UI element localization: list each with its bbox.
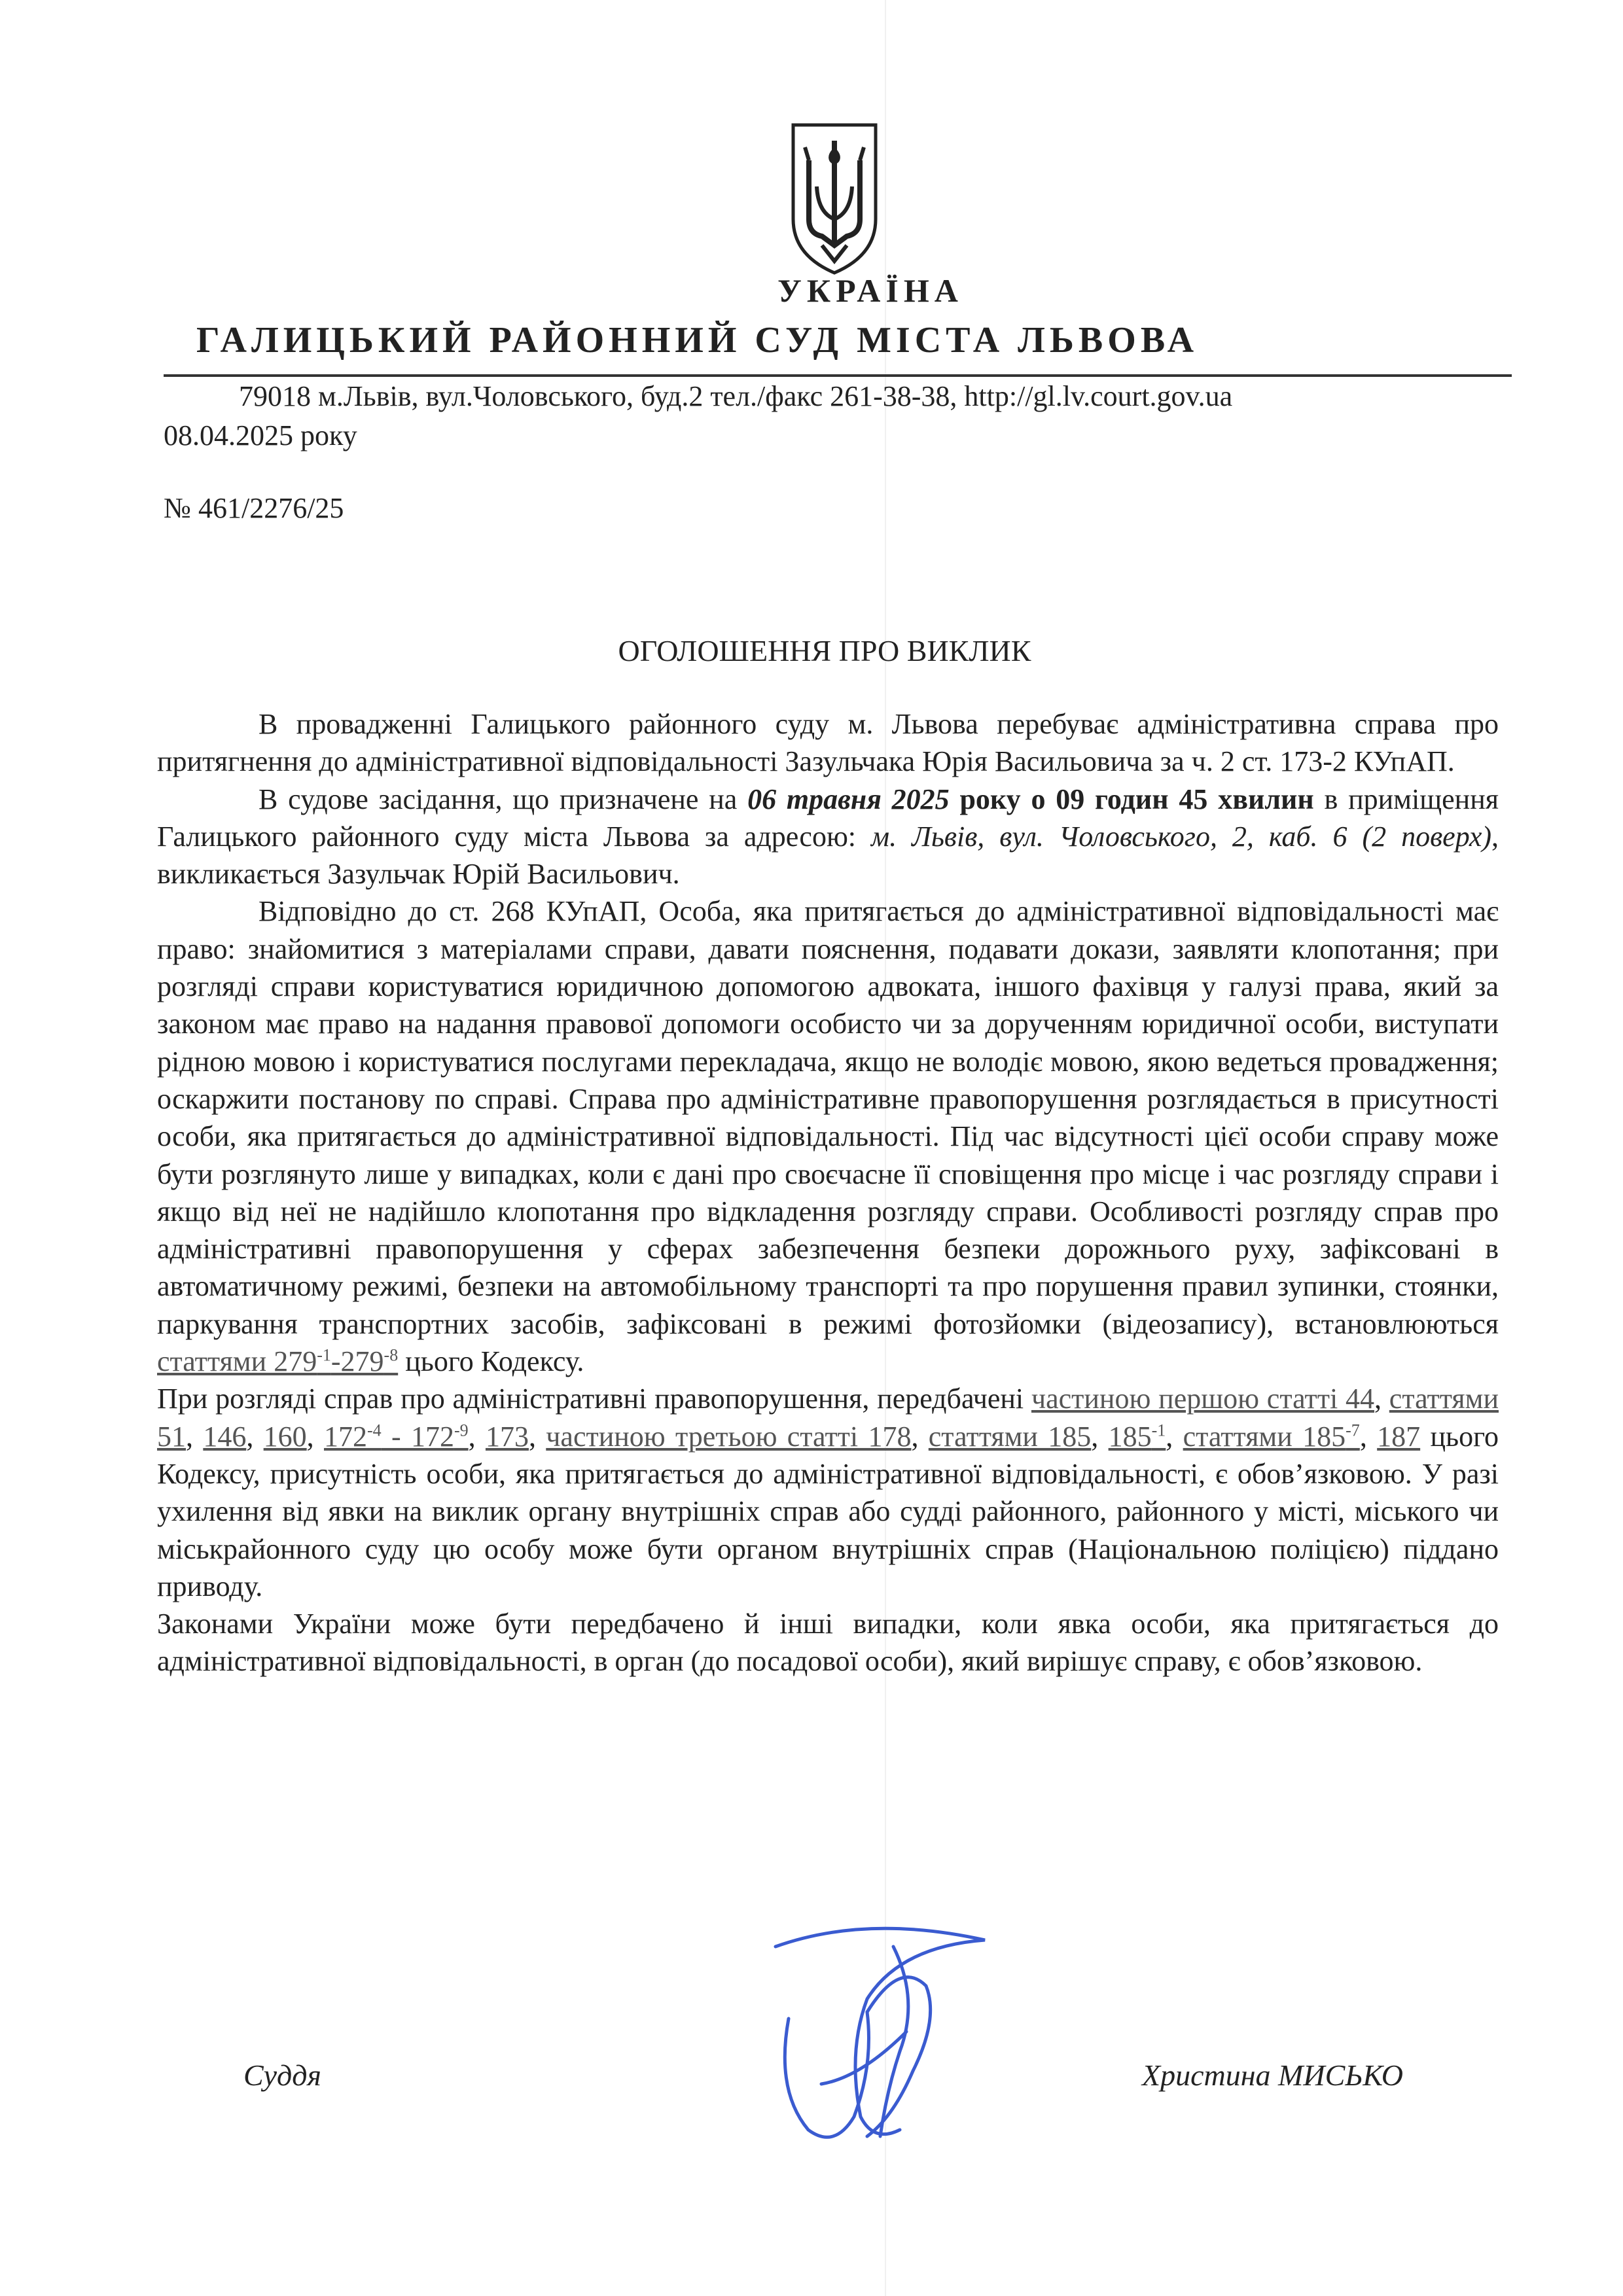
article-link-185-7[interactable] — [1183, 1421, 1360, 1453]
country-heading: УКРАЇНА — [777, 272, 963, 309]
link-sup: -7 — [1346, 1420, 1360, 1439]
article-link-185-1[interactable] — [1109, 1421, 1166, 1453]
link-sup: -9 — [454, 1420, 469, 1439]
article-link-185[interactable]: статтями 185 — [928, 1420, 1092, 1453]
article-link-178[interactable]: частиною третьою статті 178 — [546, 1420, 912, 1453]
hearing-text-2: в приміщення Галицького районного суду міста Львова за адресою: — [157, 783, 1499, 853]
link-sup: -1 — [317, 1345, 331, 1365]
paragraph-hearing — [157, 781, 1499, 893]
link-text: -279 — [330, 1345, 384, 1378]
article-link-146[interactable]: 146 — [203, 1420, 247, 1453]
link-text: 172 — [323, 1420, 367, 1453]
paragraph-other-cases: Законами України може бути передбачено й інші випадки, коли явка особи, яка притягається до адміністративної відповідальності, в орган (до посадової особи), який вирішує справу, є обов’язковою. — [157, 1608, 1499, 1678]
presence-tail: цього Кодексу, присутність особи, яка притягається до адміністративної відповідальності, є обов’язковою. У разі ухилення від явки на виклик органу внутрішніх справ або судді районного, районного у місті, міського чи міськрайонного суду цю особу може бути органом внутрішніх справ (Національною поліцією) піддано приводу. — [157, 1420, 1499, 1602]
hearing-date: 06 травня 2025 — [747, 783, 950, 815]
article-link-160[interactable]: 160 — [263, 1420, 307, 1453]
article-link-173[interactable]: 173 — [485, 1420, 529, 1453]
document-title: ОГОЛОШЕННЯ ПРО ВИКЛИК — [618, 634, 1031, 667]
article-link-187[interactable]: 187 — [1377, 1420, 1421, 1453]
article-link-279[interactable] — [157, 1345, 398, 1377]
paragraph-case-info: В провадженні Галицького районного суду м. Львова перебуває адміністративна справа про притягнення до адміністративної відповідальності Зазульчака Юрія Васильовича за ч. 2 ст. 173-2 КУпАП. — [157, 708, 1499, 778]
rights-text: Відповідно до ст. 268 КУпАП, Особа, яка притягається до адміністративної відповідальності має право: знайомитися з матеріалами справи, давати пояснення, подавати докази, заявляти клопотання; при розгляді справи користуватися юридичною допомогою адвоката, іншого фахівця у галузі права, який за законом має право на надання правової допомоги особисто чи за дорученням юридичної особи, виступати рідною мовою і користуватися послугами перекладача, якщо не володіє мовою, якою ведеться провадження; оскаржити постанову по справі. Справа про адміністративне правопорушення розглядається в присутності особи, яка притягається до адміністративної відповідальності. Під час відсутності цієї особи справу може бути розглянуто лише у випадках, коли є дані про своєчасне її сповіщення про місце і час розгляду справи і якщо від неї не надійшло клопотання про відкладення розгляду справи. Особливості розгляду справ про адміністративні правопорушення у сферах забезпечення безпеки дорожнього руху, зафіксовані в автоматичному режимі, безпеки на автомобільному транспорті та про порушення правил зупинки, стоянки, паркування транспортних засобів, зафіксовані в режимі фотозйомки (відеозапису), встановлюються — [157, 895, 1499, 1340]
signatory-role: Суддя — [243, 2058, 321, 2092]
article-link-172[interactable] — [324, 1421, 469, 1453]
document-body — [157, 705, 1499, 1680]
hearing-text-1: В судове засідання, що призначене на — [259, 783, 748, 815]
link-sup: -8 — [383, 1345, 399, 1365]
presence-text: При розгляді справ про адміністративні правопорушення, передбачені — [157, 1383, 1031, 1415]
link-text: статтями 185 — [1183, 1420, 1346, 1453]
link-sup: -1 — [1151, 1420, 1166, 1439]
hearing-time: року о 09 годин 45 хвилин — [949, 783, 1314, 815]
paragraph-rights — [157, 892, 1499, 1380]
rights-tail: цього Кодексу. — [398, 1345, 584, 1378]
document-date: 08.04.2025 року — [164, 419, 357, 451]
court-name-heading: ГАЛИЦЬКИЙ РАЙОННИЙ СУД МІСТА ЛЬВОВА — [196, 320, 1199, 361]
link-text: - 172 — [381, 1420, 454, 1453]
trident-coat-of-arms-icon — [785, 121, 883, 278]
case-number: № 461/2276/25 — [164, 492, 344, 524]
link-text: статтями 279 — [157, 1345, 317, 1378]
link-sup: -4 — [366, 1420, 382, 1439]
signatory-name: Христина МИСЬКО — [1142, 2058, 1404, 2092]
hearing-text-3: , викликається Зазульчак Юрій Васильович. — [157, 820, 1499, 891]
hearing-address: м. Львів, вул. Чоловського, 2, каб. 6 (2 поверх) — [871, 820, 1491, 853]
court-address: 79018 м.Львів, вул.Чоловського, буд.2 тел./факс 261-38-38, http://gl.lv.court.gov.ua — [239, 380, 1233, 412]
link-text: 185 — [1108, 1420, 1152, 1453]
paragraph-mandatory-presence: При розгляді справ про адміністративні правопорушення, передбачені частиною першою статті 44, статтями 51, 146, 160, $172^{-4} - 172^{-9}$, 173, частиною третьою статті 178, статтями 185, $185^{-1}$, статтями $185^{-7}$, 187 цього Кодексу, присутність особи, яка притягається до адміністративної відповідальності, є обов’язковою. У разі ухилення від явки на виклик органу внутрішніх справ або судді районного, районного у місті, міського чи міськрайонного суду цю особу може бути органом внутрішніх справ (Національною поліцією) піддано приводу. — [157, 1383, 1499, 1602]
article-link-44[interactable]: частиною першою статті 44 — [1031, 1383, 1374, 1415]
handwritten-signature — [769, 1920, 991, 2156]
header-divider — [164, 374, 1512, 377]
article-link-51[interactable]: статтями 51 — [157, 1383, 1499, 1453]
